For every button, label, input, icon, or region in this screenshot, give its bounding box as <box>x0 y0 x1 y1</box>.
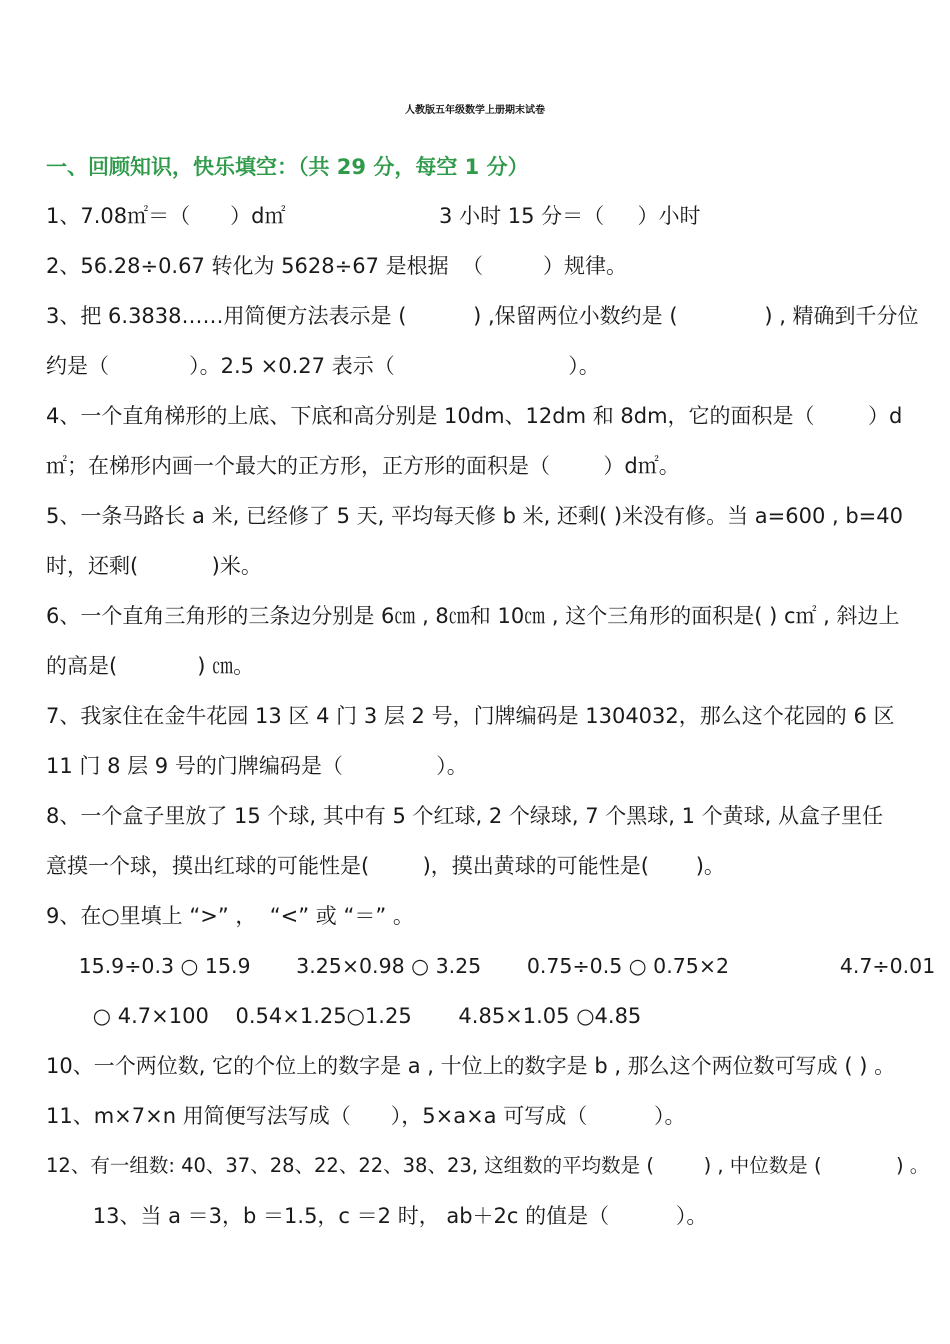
question-line: 7、我家住在金牛花园 13 区 4 门 3 层 2 号，门牌编码是 1304032，那么这个花园的 6 区 <box>46 704 895 728</box>
comparison-line: ○ 4.7×100 0.54×1.25○1.25 4.85×1.05 ○4.85 <box>46 1004 642 1028</box>
question-line: 11 门 8 层 9 号的门牌编码是（ ）。 <box>46 754 468 778</box>
question-line: 11、m×7×n 用简便写法写成（ ），5×a×a 可写成（ ）。 <box>46 1104 686 1128</box>
question-line: 3、把 6.3838……用简便方法表示是 ( ) ,保留两位小数约是 ( ) , 精确到千分位 <box>46 304 919 328</box>
question-line: 9、在○里填上 “>” ， “<” 或 “＝” 。 <box>46 904 414 928</box>
question-line: 约是（ ）。2.5 ×0.27 表示（ ）。 <box>46 354 600 378</box>
question-line: 时，还剩( )米。 <box>46 554 262 578</box>
question-line: 12、有一组数: 40、37、28、22、22、38、23, 这组数的平均数是 ( ) , 中位数是 ( ) 。 <box>46 1154 930 1177</box>
question-line: 5、一条马路长 a 米, 已经修了 5 天, 平均每天修 b 米, 还剩( )米没有修。当 a=600 , b=40 <box>46 504 903 528</box>
question-line: 1、7.08㎡＝（ ）d㎡ 3 小时 15 分＝（ ）小时 <box>46 204 701 228</box>
question-line: 13、当 a ＝3，b ＝1.5，c ＝2 时， ab＋2c 的值是（ ）。 <box>46 1204 708 1228</box>
page-title: 人教版五年级数学上册期末试卷 <box>405 105 545 116</box>
question-line: 6、一个直角三角形的三条边分别是 6㎝ , 8㎝和 10㎝ , 这个三角形的面积是( ) c㎡ , 斜边上 <box>46 604 900 628</box>
question-line: 的高是( ) ㎝。 <box>46 654 255 678</box>
question-line: 10、一个两位数, 它的个位上的数字是 a , 十位上的数字是 b , 那么这个两位数可写成 ( ) 。 <box>46 1054 896 1078</box>
question-line: 意摸一个球，摸出红球的可能性是( )，摸出黄球的可能性是( )。 <box>46 854 725 878</box>
question-line: 2、56.28÷0.67 转化为 5628÷67 是根据 （ ）规律。 <box>46 254 628 278</box>
comparison-line: 15.9÷0.3 ○ 15.9 3.25×0.98 ○ 3.25 0.75÷0.5 ○ 0.75×2 4.7÷0.01 <box>46 954 936 978</box>
question-line: 8、一个盒子里放了 15 个球, 其中有 5 个红球, 2 个绿球, 7 个黑球, 1 个黄球, 从盒子里任 <box>46 804 884 828</box>
question-line: 4、一个直角梯形的上底、下底和高分别是 10dm、12dm 和 8dm，它的面积是（ ）d <box>46 404 903 428</box>
section-heading: 一、回顾知识，快乐填空：（共 29 分，每空 1 分） <box>46 155 529 179</box>
question-line: ㎡；在梯形内画一个最大的正方形，正方形的面积是（ ）d㎡。 <box>46 454 680 478</box>
